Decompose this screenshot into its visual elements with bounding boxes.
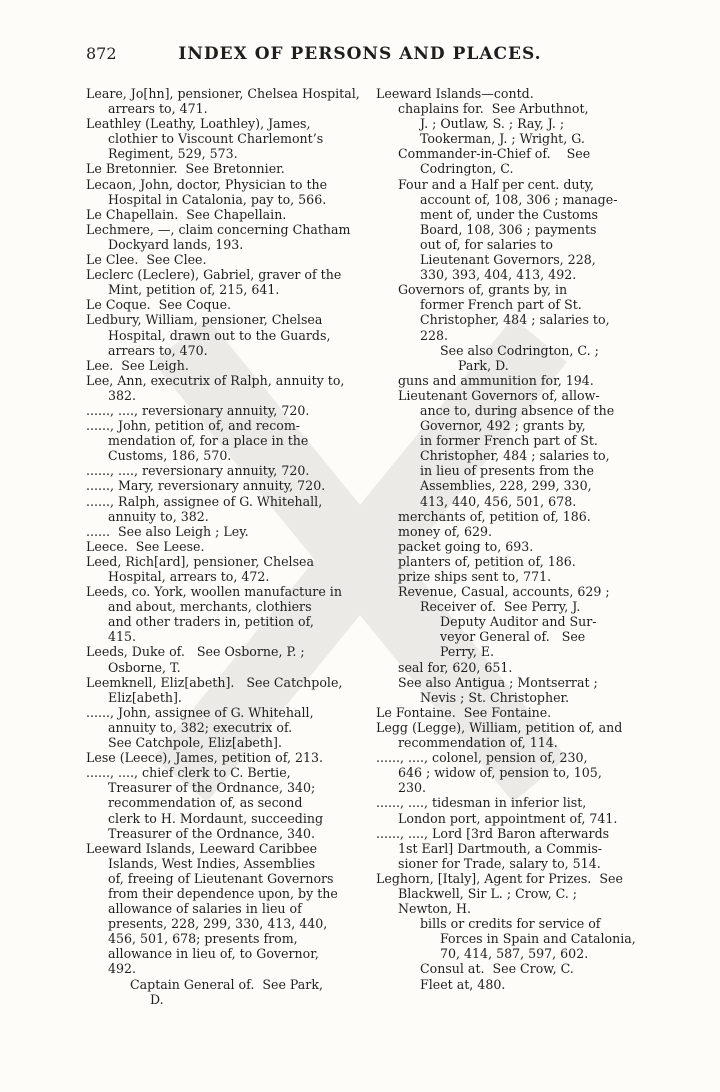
index-entry-continuation: merchants of, petition of, 186. bbox=[398, 508, 591, 524]
index-entry: ......, ...., reversionary annuity, 720. bbox=[86, 463, 310, 479]
index-entry-continuation: annuity to, 382; executrix of. bbox=[108, 719, 293, 735]
index-entry-continuation: packet going to, 693. bbox=[398, 538, 534, 554]
index-entry-continuation: Blackwell, Sir L. ; Crow, C. ; bbox=[398, 885, 578, 901]
index-entry-continuation: allowance in lieu of, to Governor, bbox=[108, 946, 319, 962]
index-entry: ......, John, assignee of G. Whitehall, bbox=[86, 704, 314, 720]
index-entry: Le Chapellain. See Chapellain. bbox=[86, 206, 287, 222]
index-entry-continuation: Forces in Spain and Catalonia, bbox=[440, 931, 636, 947]
index-entry: ......, Mary, reversionary annuity, 720. bbox=[86, 478, 326, 494]
index-entry: Leece. See Leese. bbox=[86, 538, 205, 554]
index-entry-continuation: out of, for salaries to bbox=[420, 236, 553, 252]
index-entry-continuation: Commander-in-Chief of. See bbox=[398, 146, 591, 162]
index-entry-continuation: Christopher, 484 ; salaries to, bbox=[420, 448, 610, 464]
index-entry-continuation: clerk to H. Mordaunt, succeeding bbox=[108, 810, 324, 826]
index-entry: Legg (Legge), William, petition of, and bbox=[376, 719, 623, 735]
index-entry-continuation: planters of, petition of, 186. bbox=[398, 553, 576, 569]
index-entry-continuation: Fleet at, 480. bbox=[420, 976, 506, 992]
index-entry-continuation: Governor, 492 ; grants by, bbox=[420, 418, 586, 434]
index-entry-continuation: London port, appointment of, 741. bbox=[398, 810, 618, 826]
index-entry-continuation: 413, 440, 456, 501, 678. bbox=[420, 493, 577, 509]
index-entry-continuation: Lieutenant Governors, 228, bbox=[420, 252, 596, 268]
index-entry-continuation: Treasurer of the Ordnance, 340. bbox=[108, 825, 316, 841]
index-entry-continuation: 382. bbox=[108, 387, 137, 403]
index-entry-continuation: D. bbox=[150, 991, 164, 1007]
index-entry-continuation: in lieu of presents from the bbox=[420, 463, 594, 479]
index-entry-continuation: Mint, petition of, 215, 641. bbox=[108, 282, 280, 298]
index-entry: Lee. See Leigh. bbox=[86, 357, 189, 373]
index-entry-continuation: in former French part of St. bbox=[420, 433, 598, 449]
index-entry: ...... See also Leigh ; Ley. bbox=[86, 523, 249, 539]
page-number: 872 bbox=[86, 44, 117, 63]
index-entry-continuation: Hospital in Catalonia, pay to, 566. bbox=[108, 191, 327, 207]
index-entry: Leeward Islands, Leeward Caribbee bbox=[86, 840, 318, 856]
index-entry-continuation: recommendation of, as second bbox=[108, 795, 303, 811]
index-entry-continuation: Regiment, 529, 573. bbox=[108, 146, 238, 162]
index-entry: Lecaon, John, doctor, Physician to the bbox=[86, 176, 328, 192]
index-entry: Leed, Rich[ard], pensioner, Chelsea bbox=[86, 553, 314, 569]
index-entry-continuation: 330, 393, 404, 413, 492. bbox=[420, 267, 577, 283]
index-entry-continuation: Treasurer of the Ordnance, 340; bbox=[108, 780, 316, 796]
index-entry-continuation: 70, 414, 587, 597, 602. bbox=[440, 946, 589, 962]
index-entry: Lee, Ann, executrix of Ralph, annuity to, bbox=[86, 372, 345, 388]
index-entry-continuation: 230. bbox=[398, 780, 427, 796]
index-entry-continuation: 228. bbox=[420, 327, 449, 343]
index-entry-continuation: Park, D. bbox=[458, 357, 509, 373]
index-entry: Le Bretonnier. See Bretonnier. bbox=[86, 161, 285, 177]
left-column bbox=[86, 86, 360, 1007]
index-entry: ......, ...., Lord [3rd Baron afterwards bbox=[376, 825, 610, 841]
index-entry: Leeward Islands—contd. bbox=[376, 86, 534, 101]
index-entry: Leathley (Leathy, Loathley), James, bbox=[86, 116, 311, 132]
index-entry-continuation: recommendation of, 114. bbox=[398, 735, 558, 751]
index-entry-continuation: See Catchpole, Eliz[abeth]. bbox=[108, 735, 282, 751]
index-entry-continuation: mendation of, for a place in the bbox=[108, 433, 309, 449]
index-entry-continuation: Captain General of. See Park, bbox=[130, 976, 323, 992]
index-entry-continuation: clothier to Viscount Charlemont’s bbox=[108, 131, 324, 147]
index-entry-continuation: Assemblies, 228, 299, 330, bbox=[420, 478, 592, 494]
index-entry-continuation: Lieutenant Governors of, allow- bbox=[398, 387, 600, 403]
index-entry-continuation: ment of, under the Customs bbox=[420, 206, 599, 222]
index-entry-continuation: 646 ; widow of, pension to, 105, bbox=[398, 765, 602, 781]
index-entry-continuation: Osborne, T. bbox=[108, 659, 181, 675]
index-entry: Lese (Leece), James, petition of, 213. bbox=[86, 750, 323, 766]
index-entry-continuation: Newton, H. bbox=[398, 901, 471, 917]
index-entry-continuation: from their dependence upon, by the bbox=[108, 885, 338, 901]
index-entry-continuation: presents, 228, 299, 330, 413, 440, bbox=[108, 916, 328, 932]
index-entry-continuation: Islands, West Indies, Assemblies bbox=[108, 855, 316, 871]
right-column bbox=[376, 86, 644, 992]
index-entry-continuation: See also Antigua ; Montserrat ; bbox=[398, 674, 598, 690]
index-entry: Leghorn, [Italy], Agent for Prizes. See bbox=[376, 870, 623, 886]
index-entry-continuation: money of, 629. bbox=[398, 523, 493, 539]
index-entry: ......, ...., reversionary annuity, 720. bbox=[86, 402, 310, 418]
index-entry: Leare, Jo[hn], pensioner, Chelsea Hospital, bbox=[86, 86, 360, 101]
index-entry-continuation: Codrington, C. bbox=[420, 161, 514, 177]
index-entry-continuation: Board, 108, 306 ; payments bbox=[420, 221, 597, 237]
index-entry-continuation: account of, 108, 306 ; manage- bbox=[420, 191, 618, 207]
index-entry-continuation: allowance of salaries in lieu of bbox=[108, 901, 302, 917]
index-entry-continuation: seal for, 620, 651. bbox=[398, 659, 513, 675]
index-entry-continuation: Hospital, arrears to, 472. bbox=[108, 569, 270, 584]
index-entry: Le Clee. See Clee. bbox=[86, 252, 207, 268]
index-entry-continuation: arrears to, 470. bbox=[108, 342, 208, 358]
index-entry: ......, Ralph, assignee of G. Whitehall, bbox=[86, 493, 323, 509]
index-entry-continuation: former French part of St. bbox=[420, 297, 582, 313]
index-entry: ......, ...., colonel, pension of, 230, bbox=[376, 750, 588, 766]
index-entry-continuation: Nevis ; St. Christopher. bbox=[420, 689, 570, 705]
index-entry: Le Fontaine. See Fontaine. bbox=[376, 704, 552, 720]
running-title: INDEX OF PERSONS AND PLACES. bbox=[178, 44, 542, 64]
index-entry-continuation: prize ships sent to, 771. bbox=[398, 569, 552, 584]
index-entry-continuation: sioner for Trade, salary to, 514. bbox=[398, 855, 601, 871]
index-entry-continuation: ance to, during absence of the bbox=[420, 402, 615, 418]
index-entry: Leemknell, Eliz[abeth]. See Catchpole, bbox=[86, 674, 343, 690]
index-entry: Leclerc (Leclere), Gabriel, graver of the bbox=[86, 267, 342, 283]
index-entry-continuation: Perry, E. bbox=[440, 644, 495, 660]
index-entry: Le Coque. See Coque. bbox=[86, 297, 232, 313]
index-entry-continuation: chaplains for. See Arbuthnot, bbox=[398, 101, 589, 117]
index-entry-continuation: Four and a Half per cent. duty, bbox=[398, 176, 595, 192]
index-entry-continuation: 415. bbox=[108, 629, 137, 645]
index-entry-continuation: 1st Earl] Dartmouth, a Commis- bbox=[398, 840, 603, 856]
index-entry-continuation: and about, merchants, clothiers bbox=[108, 599, 312, 615]
index-entry-continuation: Consul at. See Crow, C. bbox=[420, 961, 574, 977]
index-entry-continuation: Tookerman, J. ; Wright, G. bbox=[420, 131, 585, 147]
index-entry-continuation: arrears to, 471. bbox=[108, 101, 208, 117]
index-entry-continuation: 492. bbox=[108, 961, 137, 977]
index-entry-continuation: Hospital, drawn out to the Guards, bbox=[108, 327, 331, 343]
index-entry: Leeds, Duke of. See Osborne, P. ; bbox=[86, 644, 305, 660]
index-entry: ......, ...., chief clerk to C. Bertie, bbox=[86, 765, 291, 781]
index-entry: ......, ...., tidesman in inferior list, bbox=[376, 795, 587, 811]
page-header bbox=[0, 44, 720, 74]
index-entry: Ledbury, William, pensioner, Chelsea bbox=[86, 312, 323, 328]
index-entry: Lechmere, —, claim concerning Chatham bbox=[86, 221, 351, 237]
index-entry: ......, John, petition of, and recom- bbox=[86, 418, 301, 434]
index-entry-continuation: See also Codrington, C. ; bbox=[440, 342, 599, 358]
index-entry-continuation: Dockyard lands, 193. bbox=[108, 236, 244, 252]
index-entry-continuation: Deputy Auditor and Sur- bbox=[440, 614, 597, 630]
index-entry-continuation: Eliz[abeth]. bbox=[108, 689, 182, 705]
index-entry-continuation: guns and ammunition for, 194. bbox=[398, 372, 594, 388]
index-entry-continuation: Revenue, Casual, accounts, 629 ; bbox=[398, 584, 610, 600]
index-entry-continuation: Customs, 186, 570. bbox=[108, 448, 232, 464]
index-entry-continuation: and other traders in, petition of, bbox=[108, 614, 314, 630]
index-entry-continuation: Governors of, grants by, in bbox=[398, 282, 568, 298]
index-entry-continuation: veyor General of. See bbox=[440, 629, 586, 645]
index-entry: Leeds, co. York, woollen manufacture in bbox=[86, 584, 342, 600]
index-entry-continuation: 456, 501, 678; presents from, bbox=[108, 931, 298, 947]
index-entry-continuation: J. ; Outlaw, S. ; Ray, J. ; bbox=[420, 116, 565, 132]
index-entry-continuation: annuity to, 382. bbox=[108, 508, 209, 524]
index-entry-continuation: Receiver of. See Perry, J. bbox=[420, 599, 581, 615]
index-entry-continuation: bills or credits for service of bbox=[420, 916, 601, 932]
index-entry-continuation: of, freeing of Lieutenant Governors bbox=[108, 870, 334, 886]
index-entry-continuation: Christopher, 484 ; salaries to, bbox=[420, 312, 610, 328]
